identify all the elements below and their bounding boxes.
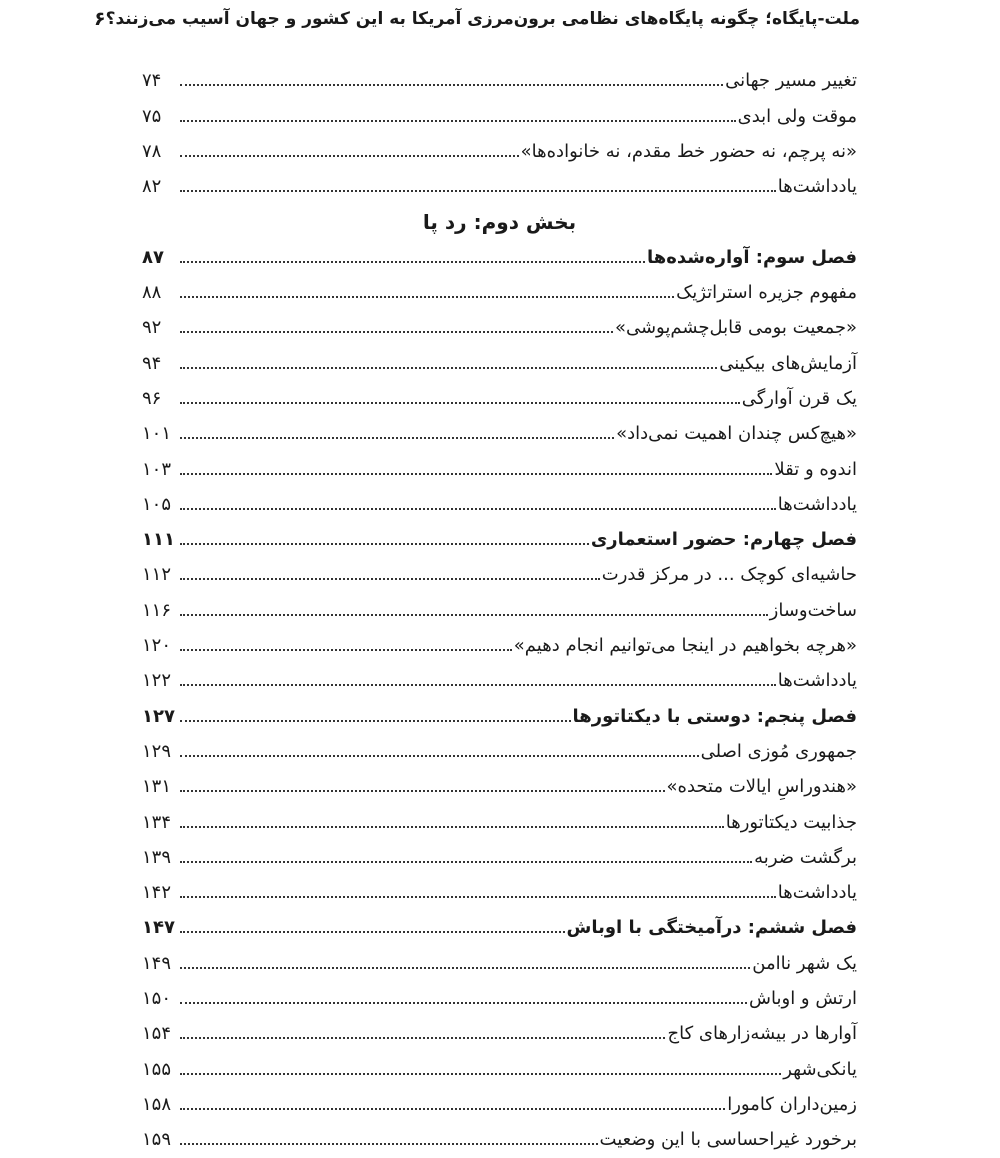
toc-page-number: ۱۵۸ [142,1093,172,1115]
toc-page-number: ۹۲ [142,317,162,339]
toc-entry-title: یادداشت‌ها [777,493,857,515]
dot-leader [180,190,776,192]
toc-page-number: ۱۵۴ [142,1023,172,1045]
dot-leader [180,755,699,757]
toc-entry-title: «نه پرچم، نه حضور خط مقدم، نه خانواده‌ها» [520,140,857,162]
toc-page-number: ۹۴ [142,352,162,374]
toc-page-number: ۱۲۲ [142,670,172,692]
toc-page-number: ۱۱۱ [142,529,175,551]
toc-page-number: ۸۸ [142,282,162,304]
toc-entry-title: یادداشت‌ها [777,176,857,198]
dot-leader [180,1037,665,1039]
toc-entry-title: حاشیه‌ای کوچک ... در مرکز قدرت [601,564,857,586]
toc-entry-title: اندوه و تقلا [774,458,857,480]
dot-leader [180,578,600,580]
part-title: بخش دوم: رد پا [422,210,577,235]
toc-chapter-row [142,906,857,941]
toc-page-number: ۸۷ [142,246,164,268]
toc-chapter-row [142,235,857,270]
toc-entry-row [142,1083,857,1118]
toc-entry-title: برخورد غیراحساسی با این وضعیت [599,1129,857,1151]
toc-page-number: ۱۳۹ [142,846,172,868]
toc-page-number: ۱۴۹ [142,952,172,974]
toc-page-number: ۱۲۷ [142,705,175,727]
toc-page-number: ۱۲۹ [142,740,172,762]
toc-page-number: ۱۱۲ [142,564,172,586]
toc-page-number: ۹۶ [142,387,162,409]
toc-entry-title: یانکی‌شهر [783,1058,857,1080]
toc-entry-title: زمین‌داران کامورا [727,1093,857,1115]
toc-entry-row [142,800,857,835]
toc-entry-title: فصل چهارم: حضور استعماری [590,529,857,551]
dot-leader [180,649,512,651]
toc-entry-row [142,871,857,906]
toc-page-number: ۱۳۴ [142,811,172,833]
dot-leader [180,931,565,933]
toc-entry-row [142,412,857,447]
dot-leader [180,120,736,122]
table-of-contents [142,59,857,1153]
part-heading [142,200,857,235]
toc-entry-row [142,836,857,871]
page-number: ۶ [94,8,106,30]
toc-entry-title: تغییر مسیر جهانی [725,70,857,92]
toc-entry-row [142,130,857,165]
toc-entry-title: مفهوم جزیره استراتژیک [676,282,857,304]
toc-page-number: ۱۵۵ [142,1058,172,1080]
toc-entry-title: آوارها در بیشه‌زارهای کاج [667,1023,857,1045]
dot-leader [180,614,768,616]
dot-leader [180,84,723,86]
toc-entry-title: یادداشت‌ها [777,670,857,692]
running-header [94,4,860,34]
toc-entry-title: «جمعیت بومی قابل‌چشم‌پوشی» [614,317,857,339]
toc-entry-row [142,377,857,412]
dot-leader [180,367,717,369]
dot-leader [180,790,665,792]
toc-page-number: ۱۴۲ [142,882,172,904]
toc-entry-row [142,447,857,482]
toc-entry-row [142,588,857,623]
toc-page-number: ۸۲ [142,176,162,198]
running-title: ملت-پایگاه؛ چگونه پایگاه‌های نظامی برون‌مرزی آمریکا به این کشور و جهان آسیب می‌زنند؟ [105,9,860,29]
toc-page-number: ۱۰۱ [142,423,172,445]
dot-leader [180,402,740,404]
toc-entry-row [142,306,857,341]
dot-leader [180,508,776,510]
toc-entry-row [142,553,857,588]
toc-entry-row [142,94,857,129]
toc-entry-title: ارتش و اوباش [749,988,857,1010]
toc-entry-title: موقت ولی ابدی [737,105,857,127]
toc-entry-title: فصل ششم: درآمیختگی با اوباش [566,917,857,939]
toc-entry-title: برگشت ضربه [754,846,857,868]
toc-entry-title: فصل سوم: آواره‌شده‌ها [647,246,857,268]
toc-page-number: ۷۵ [142,105,162,127]
toc-page-number: ۱۵۰ [142,988,172,1010]
toc-page-number: ۱۱۶ [142,599,172,621]
dot-leader [180,826,724,828]
toc-entry-row [142,483,857,518]
toc-page-number: ۱۰۳ [142,458,172,480]
toc-entry-row [142,59,857,94]
dot-leader [180,1108,725,1110]
dot-leader [180,967,750,969]
toc-chapter-row [142,518,857,553]
toc-entry-row [142,1012,857,1047]
toc-page-number: ۱۲۰ [142,635,172,657]
toc-entry-row [142,977,857,1012]
toc-page-number: ۷۴ [142,70,162,92]
toc-page-number: ۱۴۷ [142,917,175,939]
dot-leader [180,261,645,263]
toc-entry-row [142,624,857,659]
toc-entry-title: جمهوری مُوزی اصلی [700,740,857,762]
dot-leader [180,296,674,298]
dot-leader [180,1143,598,1145]
dot-leader [180,684,776,686]
dot-leader [180,437,614,439]
toc-page-number: ۱۰۵ [142,493,172,515]
dot-leader [180,1002,747,1004]
toc-chapter-row [142,694,857,729]
toc-entry-row [142,730,857,765]
toc-entry-title: آزمایش‌های بیکینی [719,352,857,374]
toc-entry-row [142,271,857,306]
toc-entry-title: یادداشت‌ها [777,882,857,904]
dot-leader [180,1073,781,1075]
toc-entry-row [142,165,857,200]
toc-entry-row [142,659,857,694]
toc-page-number: ۷۸ [142,140,162,162]
toc-entry-title: ساخت‌وساز [769,599,857,621]
dot-leader [180,331,613,333]
toc-entry-row [142,341,857,376]
toc-entry-title: یک قرن آوارگی [741,387,857,409]
toc-entry-row [142,765,857,800]
dot-leader [180,543,589,545]
dot-leader [180,720,571,722]
toc-entry-title: «هیچ‌کس چندان اهمیت نمی‌داد» [616,423,857,445]
dot-leader [180,155,519,157]
toc-entry-title: «هرچه بخواهیم در اینجا می‌توانیم انجام دهیم» [513,635,857,657]
toc-entry-title: فصل پنجم: دوستی با دیکتاتورها [572,705,857,727]
toc-entry-row [142,1118,857,1153]
dot-leader [180,861,752,863]
toc-entry-title: «هندوراسِ ایالات متحده» [666,776,857,798]
toc-page-number: ۱۵۹ [142,1129,172,1151]
toc-entry-row [142,1047,857,1082]
toc-entry-title: جذابیت دیکتاتورها [725,811,857,833]
toc-entry-title: یک شهر ناامن [752,952,857,974]
dot-leader [180,896,776,898]
toc-entry-row [142,941,857,976]
toc-page-number: ۱۳۱ [142,776,172,798]
dot-leader [180,473,772,475]
